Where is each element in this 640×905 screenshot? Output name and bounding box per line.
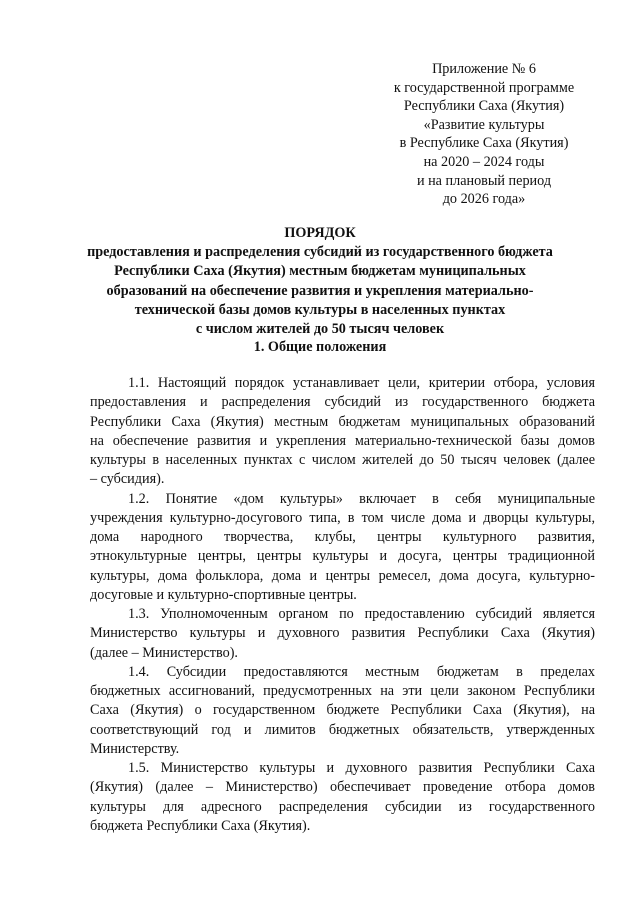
paragraph-line: Министерству. — [90, 740, 180, 757]
paragraph-1-1 — [90, 374, 595, 490]
paragraph-line: – субсидия). — [90, 471, 165, 488]
paragraph-1-3 — [90, 605, 595, 663]
paragraph-line: на обеспечение развития и укрепления материально-технической базы домов — [90, 432, 595, 449]
paragraph-line: (Якутия) (далее – Министерство) обеспечивает проведение отбора домов — [90, 779, 595, 796]
title-line: предоставления и распределения субсидий из государственного бюджета — [87, 244, 553, 261]
paragraph-line: культуры, дома фольклора, дома и центры ремесел, дома досуга, культурно- — [90, 567, 595, 584]
paragraph-1-5 — [90, 759, 595, 836]
appendix-line: в Республике Саха (Якутия) — [399, 135, 569, 152]
paragraph-line: бюджета Республики Саха (Якутия). — [90, 817, 311, 834]
paragraph-line: 1.2. Понятие «дом культуры» включает в себя муниципальные — [128, 490, 595, 507]
paragraph-line: 1.4. Субсидии предоставляются местным бюджетам в пределах — [128, 663, 595, 680]
paragraph-line: культуры для адресного распределения субсидии из государственного — [90, 798, 595, 815]
title-heading: ПОРЯДОК — [284, 225, 356, 241]
paragraph-line: Саха (Якутия) о государственном бюджете Республики Саха (Якутия), на — [90, 702, 595, 719]
paragraph-line: досуговые и культурно-спортивные центры. — [90, 586, 357, 603]
appendix-line: Республики Саха (Якутия) — [403, 98, 565, 115]
document-body — [90, 374, 595, 836]
paragraph-line: Республики Саха (Якутия) местным бюджетам муниципальных образований — [90, 413, 595, 430]
title-line: образований на обеспечение развития и укрепления материально- — [106, 282, 534, 299]
appendix-line: Приложение № 6 — [432, 61, 536, 77]
paragraph-line: этнокультурные центры, центры культуры и досуга, центры традиционной — [90, 548, 595, 565]
paragraph-line: 1.5. Министерство культуры и духовного развития Республики Саха — [128, 760, 595, 776]
document-title — [60, 224, 580, 339]
paragraph-line: бюджетных ассигнований, предусмотренных на эти цели законом Республики — [90, 683, 595, 699]
appendix-line: «Развитие культуры — [423, 116, 545, 133]
paragraph-line: культуры в населенных пунктах с числом жителей до 50 тысяч человек (далее — [90, 452, 595, 468]
title-line: Республики Саха (Якутия) местным бюджетам муниципальных — [114, 263, 526, 280]
paragraph-line: 1.1. Настоящий порядок устанавливает цели, критерии отбора, условия — [128, 375, 595, 391]
paragraph-line: (далее – Министерство). — [90, 644, 238, 661]
paragraph-1-2 — [90, 490, 595, 606]
paragraph-line: 1.3. Уполномоченным органом по предоставлению субсидий является — [128, 606, 595, 622]
section-heading: 1. Общие положения — [253, 339, 387, 355]
appendix-line: на 2020 – 2024 годы — [423, 153, 545, 170]
paragraph-line: соответствующий год и лимитов бюджетных обязательств, утвержденных — [90, 721, 595, 738]
paragraph-1-4 — [90, 663, 595, 759]
appendix-line: и на плановый период — [416, 172, 552, 189]
paragraph-line: предоставления и распределения субсидий из государственного бюджета — [90, 394, 595, 411]
paragraph-line: учреждения культурно-досугового типа, в том числе дома и дворцы культуры, — [90, 509, 595, 526]
title-line: с числом жителей до 50 тысяч человек — [195, 321, 445, 338]
paragraph-line: дома народного творчества, клубы, центры культурного развития, — [90, 529, 595, 545]
paragraph-line: Министерство культуры и духовного развития Республики Саха (Якутия) — [90, 625, 595, 642]
appendix-header — [372, 60, 596, 209]
appendix-line: до 2026 года» — [442, 191, 526, 208]
title-line: технической базы домов культуры в населенных пунктах — [134, 301, 506, 318]
appendix-line: к государственной программе — [393, 79, 575, 96]
